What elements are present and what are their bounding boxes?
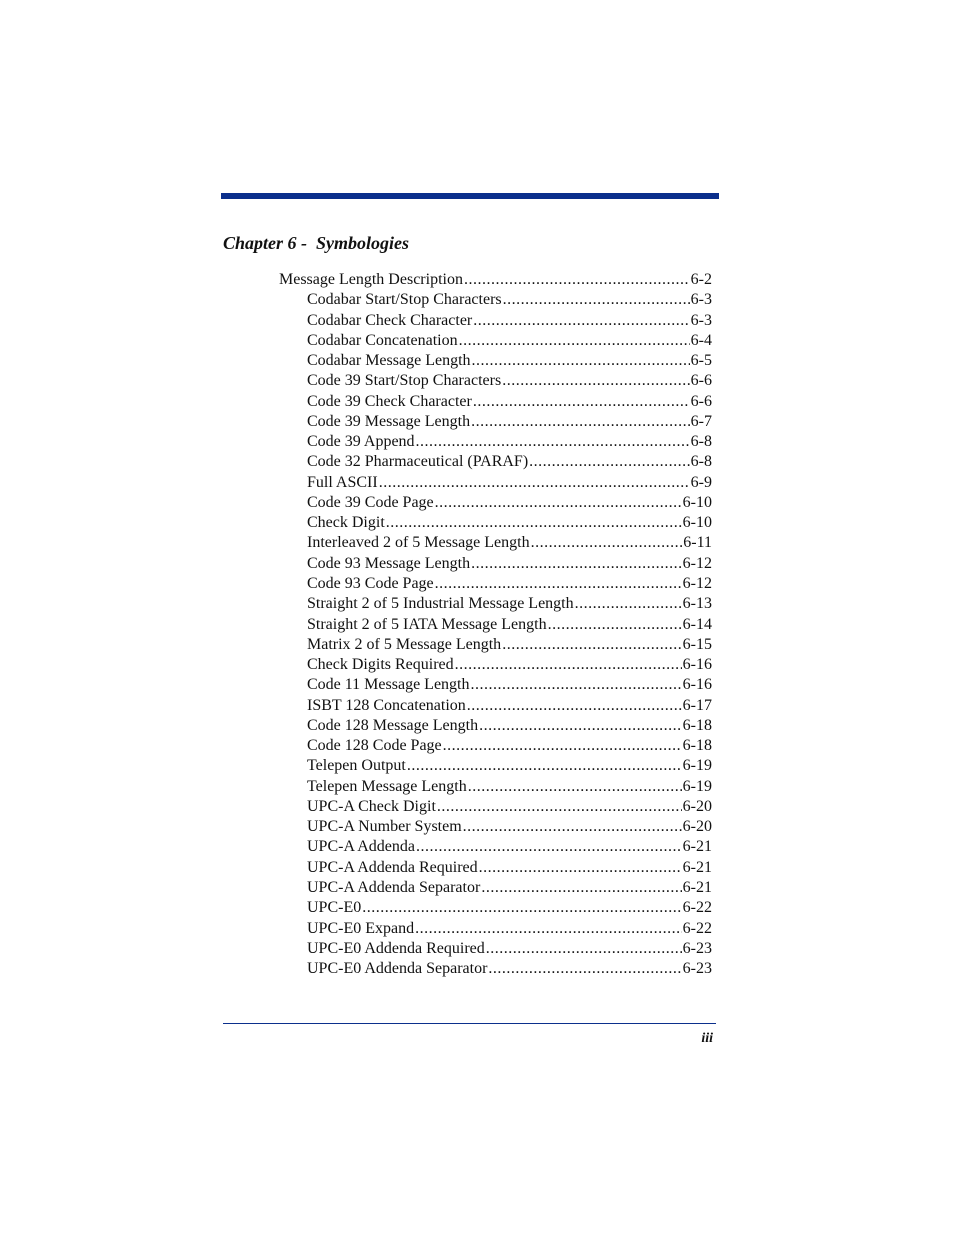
toc-entry[interactable] (279, 311, 712, 331)
toc-entry-page: 6-12 (682, 574, 712, 592)
toc-dot-leader (471, 412, 690, 432)
toc-entry[interactable] (279, 493, 712, 513)
toc-entry-page: 6-8 (690, 453, 712, 471)
toc-entry-page: 6-5 (690, 352, 712, 370)
toc-entry[interactable] (279, 392, 712, 412)
toc-entry-title: UPC-E0 Addenda Separator (307, 960, 488, 978)
toc-entry[interactable] (279, 858, 712, 878)
toc-entry[interactable] (279, 615, 712, 635)
toc-entry-title: Code 93 Message Length (307, 554, 471, 572)
toc-entry[interactable] (279, 635, 712, 655)
toc-entry-title: UPC-E0 Addenda Required (307, 939, 485, 957)
toc-dot-leader (464, 270, 690, 290)
toc-dot-leader (467, 696, 682, 716)
toc-dot-leader (459, 331, 690, 351)
toc-entry[interactable] (279, 959, 712, 979)
toc-entry-page: 6-21 (682, 838, 712, 856)
page-number: iii (701, 1031, 713, 1046)
toc-dot-leader (455, 655, 682, 675)
toc-entry[interactable] (279, 473, 712, 493)
toc-entry-page: 6-23 (682, 960, 712, 978)
toc-entry-title: Code 39 Message Length (307, 412, 471, 430)
toc-entry[interactable] (279, 513, 712, 533)
toc-dot-leader (481, 878, 681, 898)
toc-entry[interactable] (279, 898, 712, 918)
toc-entry-page: 6-18 (682, 716, 712, 734)
toc-dot-leader (548, 615, 682, 635)
toc-dot-leader (416, 432, 690, 452)
toc-entry-title: Straight 2 of 5 IATA Message Length (307, 615, 547, 633)
toc-entry-title: Codabar Concatenation (307, 331, 458, 349)
toc-entry[interactable] (279, 756, 712, 776)
toc-entry[interactable] (279, 675, 712, 695)
toc-entry-title: Codabar Message Length (307, 352, 471, 370)
toc-entry-title: Check Digit (307, 514, 385, 532)
toc-entry-title: ISBT 128 Concatenation (307, 696, 466, 714)
toc-dot-leader (488, 959, 681, 979)
toc-entry-title: Matrix 2 of 5 Message Length (307, 635, 502, 653)
toc-entry[interactable] (279, 554, 712, 574)
toc-entry-page: 6-6 (690, 392, 712, 410)
toc-entry-page: 6-14 (682, 615, 712, 633)
toc-entry[interactable] (279, 371, 712, 391)
toc-entry-title: UPC-A Check Digit (307, 797, 436, 815)
toc-dot-leader (386, 513, 682, 533)
toc-entry-title: Check Digits Required (307, 656, 454, 674)
toc-entry-title: Code 32 Pharmaceutical (PARAF) (307, 453, 529, 471)
toc-entry-title: Code 93 Code Page (307, 574, 434, 592)
toc-entry-page: 6-9 (690, 473, 712, 491)
toc-entry[interactable] (279, 817, 712, 837)
toc-dot-leader (435, 574, 682, 594)
toc-entry[interactable] (279, 736, 712, 756)
toc-dot-leader (435, 493, 682, 513)
toc-entry-title: Code 39 Start/Stop Characters (307, 372, 502, 390)
toc-entry-page: 6-4 (690, 331, 712, 349)
toc-entry-page: 6-10 (682, 493, 712, 511)
toc-dot-leader (531, 533, 683, 553)
toc-entry[interactable] (279, 351, 712, 371)
toc-dot-leader (379, 473, 690, 493)
toc-entry[interactable] (279, 939, 712, 959)
toc-entry-title: Codabar Start/Stop Characters (307, 291, 502, 309)
toc-entry-page: 6-12 (682, 554, 712, 572)
toc-dot-leader (502, 371, 689, 391)
toc-entry-page: 6-7 (690, 412, 712, 430)
toc-entry-page: 6-10 (682, 514, 712, 532)
toc-entry-page: 6-23 (682, 939, 712, 957)
toc-entry-page: 6-21 (682, 878, 712, 896)
toc-dot-leader (473, 392, 690, 412)
toc-dot-leader (473, 311, 689, 331)
toc-entry-title: UPC-A Addenda (307, 838, 415, 856)
table-of-contents (279, 270, 712, 979)
header-rule (221, 193, 719, 199)
toc-dot-leader (362, 898, 681, 918)
toc-dot-leader (415, 919, 682, 939)
chapter-heading: Chapter 6 - Symbologies (223, 233, 410, 253)
toc-entry-title: Message Length Description (279, 271, 463, 288)
toc-entry-page: 6-3 (690, 291, 712, 309)
toc-entry[interactable] (279, 533, 712, 553)
toc-entry[interactable] (279, 331, 712, 351)
toc-entry-page: 6-2 (690, 271, 712, 288)
toc-entry-page: 6-20 (682, 818, 712, 836)
toc-entry[interactable] (279, 919, 712, 939)
toc-entry-title: Code 11 Message Length (307, 676, 470, 694)
toc-entry-page: 6-22 (682, 919, 712, 937)
toc-entry-page: 6-6 (690, 372, 712, 390)
footer-rule (223, 1023, 716, 1024)
toc-entry-page: 6-16 (682, 656, 712, 674)
toc-dot-leader (503, 290, 690, 310)
toc-entry-page: 6-11 (683, 534, 712, 552)
toc-entry-page: 6-21 (682, 858, 712, 876)
toc-entry[interactable] (279, 777, 712, 797)
toc-entry[interactable] (279, 412, 712, 432)
toc-entry-title: UPC-E0 (307, 899, 362, 917)
toc-dot-leader (486, 939, 682, 959)
toc-entry-page: 6-15 (682, 635, 712, 653)
toc-entry[interactable] (279, 696, 712, 716)
toc-entry-page: 6-8 (690, 433, 712, 451)
toc-entry-title: Interleaved 2 of 5 Message Length (307, 534, 530, 552)
toc-entry[interactable] (279, 878, 712, 898)
toc-entry[interactable] (279, 452, 712, 472)
toc-entry[interactable] (279, 594, 712, 614)
toc-entry-page: 6-19 (682, 757, 712, 775)
toc-entry-page: 6-17 (682, 696, 712, 714)
toc-dot-leader (502, 635, 681, 655)
toc-entry-page: 6-13 (682, 595, 712, 613)
toc-entry-title: UPC-E0 Expand (307, 919, 415, 937)
toc-dot-leader (407, 756, 682, 776)
toc-entry-title: UPC-A Number System (307, 818, 462, 836)
toc-dot-leader (575, 594, 682, 614)
toc-entry[interactable] (279, 290, 712, 310)
toc-entry-page: 6-3 (690, 311, 712, 329)
toc-entry-title: Straight 2 of 5 Industrial Message Length (307, 595, 574, 613)
toc-entry[interactable] (279, 716, 712, 736)
toc-entry-title: Code 39 Check Character (307, 392, 472, 410)
toc-entry-page: 6-18 (682, 737, 712, 755)
toc-dot-leader (416, 837, 682, 857)
toc-dot-leader (468, 777, 682, 797)
toc-entry-title: Code 128 Code Page (307, 737, 442, 755)
toc-entry[interactable] (279, 837, 712, 857)
toc-dot-leader (443, 736, 682, 756)
toc-entry-title: Code 39 Append (307, 433, 415, 451)
toc-entry-title: Full ASCII (307, 473, 378, 491)
toc-entry[interactable] (279, 574, 712, 594)
toc-dot-leader (529, 452, 690, 472)
toc-entry[interactable] (279, 797, 712, 817)
toc-entry-title: Code 39 Code Page (307, 493, 434, 511)
toc-entry-page: 6-22 (682, 899, 712, 917)
toc-entry-title: Codabar Check Character (307, 311, 473, 329)
toc-dot-leader (437, 797, 682, 817)
toc-dot-leader (472, 351, 690, 371)
toc-dot-leader (470, 675, 681, 695)
toc-dot-leader (479, 858, 682, 878)
toc-entry-title: UPC-A Addenda Required (307, 858, 478, 876)
toc-entry-page: 6-20 (682, 797, 712, 815)
toc-entry-title: Telepen Message Length (307, 777, 467, 795)
toc-dot-leader (479, 716, 682, 736)
toc-entry-title: Code 128 Message Length (307, 716, 479, 734)
toc-entry[interactable] (279, 655, 712, 675)
toc-dot-leader (463, 817, 682, 837)
toc-entry[interactable] (279, 432, 712, 452)
toc-entry-title: Telepen Output (307, 757, 406, 775)
toc-dot-leader (471, 554, 682, 574)
toc-entry-title: UPC-A Addenda Separator (307, 878, 481, 896)
toc-entry-page: 6-19 (682, 777, 712, 795)
toc-main-entry[interactable] (279, 270, 712, 290)
toc-entry-page: 6-16 (682, 676, 712, 694)
